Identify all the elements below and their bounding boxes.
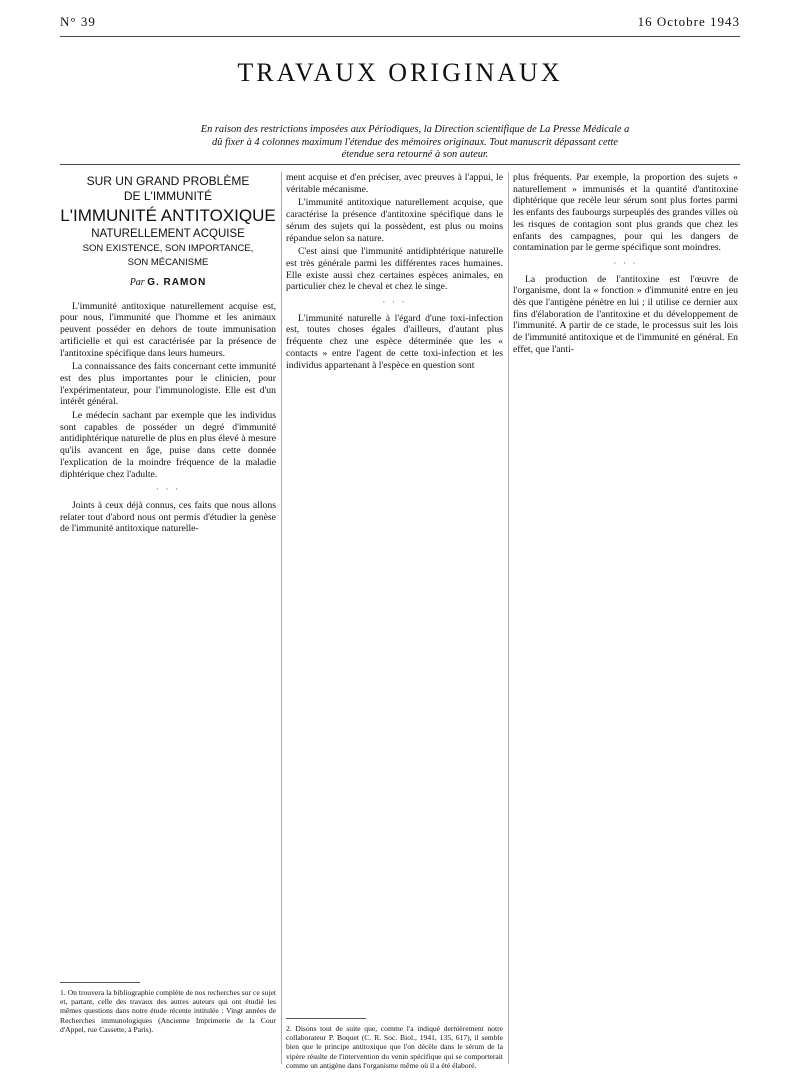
byline (60, 277, 276, 289)
running-header (60, 14, 740, 32)
excerpt-gap: · · · (613, 257, 638, 269)
footnote-rule (60, 982, 140, 983)
excerpt-gap: · · · (155, 484, 181, 496)
issue-date: 16 Octobre 1943 (637, 14, 740, 29)
footnote-rule (286, 1018, 366, 1019)
article-subtitle-detail: SON EXISTENCE, SON IMPORTANCE, (82, 243, 254, 254)
paragraph: L'immunité antitoxique naturellement acquise est, pour nous, l'immunité que l'homme et les animaux peuvent posséder en dehors de toute immunisation artificielle et qui est caractérisée par la présence de l'antitoxine spécifique dans leurs humeurs. (60, 300, 276, 359)
paragraph: Joints à ceux déjà connus, ces faits que nous allons relater tout d'abord nous ont permis d'étudier la genèse de l'immunité antitoxique naturelle- (60, 499, 276, 535)
paragraph: Le médecin sachant par exemple que les individus sont capables de posséder un degré d'immunité antidiphtérique naturelle de plus en plus élevé à mesure qu'ils avancent en âge, puise dans cette donnée l'explication de la moindre fréquence de la maladie diphtérique chez l'adulte. (60, 410, 276, 480)
article-title (60, 174, 276, 269)
paragraph: La connaissance des faits concernant cette immunité est des plus importantes pour le clinicien, pour l'expérimentateur, pour l'immunologiste. Elle est d'un intérêt général. (60, 361, 276, 408)
paragraph: La production de l'antitoxine est l'œuvre de l'organisme, dont la « fonction » d'immunité entre en jeu dès que l'antigène pénètre en lui ; il utilise ce dernier aux fins d'élaboration de l'antitoxine et du développement de l'immunité. A partir de ce stade, le processus suit les lois de l'immunité antitoxique et de l'immunité en général. En effet, que l'anti- (513, 273, 738, 355)
paragraph: L'immunité antitoxique naturellement acquise, que caractérise la présence d'antitoxine spécifique dans le sérum des sujets qui la possèdent, est plus ou moins répandue selon sa nature. (286, 197, 503, 244)
notice-rule (60, 164, 740, 165)
article-main-title: L'IMMUNITÉ ANTITOXIQUE (60, 206, 276, 225)
header-rule (60, 36, 740, 37)
paragraph: L'immunité naturelle à l'égard d'une toxi-infection est, toutes choses égales d'ailleurs, d'autant plus fréquente chez une espèce déterminée que les « contacts » entre l'agent de cette toxi-infection et les individus appartenant à l'espèce en question sont (286, 312, 503, 371)
editorial-notice: En raison des restrictions imposées aux Périodiques, la Direction scientifique de La Presse Médicale a dû fixer à 4 colonnes maximum l'étendue des mémoires originaux. Tout manuscrit dépassant cette étendue sera retourné à son auteur. (200, 124, 630, 160)
footnote-2: 2. Disons tout de suite que, comme l'a indiqué dernièrement notre collaborateur P. Boquet (C. R. Soc. Biol., 1941, 135, 617), il semble bien que le principe antitoxique que l'on décèle dans le sérum de la vipère résulte de l'intervention du venin spécifique qui se comporterait comme un antigène dans l'organisme même où il a été élaboré. (286, 1024, 503, 1070)
paragraph: C'est ainsi que l'immunité antidiphtérique naturelle est très générale parmi les différentes races humaines. Elle existe aussi chez certaines espèces animales, en particulier chez le cheval et chez le singe. (286, 246, 503, 293)
article-title-line: SUR UN GRAND PROBLÈME (86, 174, 250, 188)
column-2 (286, 172, 503, 373)
column-divider (281, 172, 282, 1064)
paragraph: ment acquise et d'en préciser, avec preuves à l'appui, le véritable mécanisme. (286, 172, 503, 195)
section-title: TRAVAUX ORIGINAUX (237, 58, 563, 87)
footnote-1: 1. On trouvera la bibliographie complète de nos recherches sur ce sujet et, partant, celle des travaux des autres auteurs qui ont étudié les mêmes questions dans notre étude récente intitulée : Vingt années de Recherches immunologiques (Ancienne Imprimerie de la Cour d'Appel, rue Cassette, à Paris). (60, 988, 276, 1034)
paragraph: plus fréquents. Par exemple, la proportion des sujets « naturellement » immunisés et la quantité d'antitoxine diphtérique que recèle leur sérum sont plus fortes parmi les enfants des faubourgs surpeuplés des grandes villes où les risques de contagion sont plus grands que chez les enfants des campagnes, pour qui les dangers de contamination par le germe spécifique sont moindres. (513, 172, 738, 254)
issue-number: N° 39 (60, 14, 96, 29)
article-subtitle: NATURELLEMENT ACQUISE (91, 228, 245, 240)
column-1 (60, 172, 276, 537)
byline-par: Par (129, 277, 145, 288)
article-subtitle-detail: SON MÉCANISME (127, 257, 209, 268)
article-title-line: DE L'IMMUNITÉ (123, 189, 213, 203)
column-3 (513, 172, 738, 358)
column-divider (508, 172, 509, 1064)
author-name: G. RAMON (147, 277, 207, 288)
excerpt-gap: · · · (382, 297, 407, 309)
